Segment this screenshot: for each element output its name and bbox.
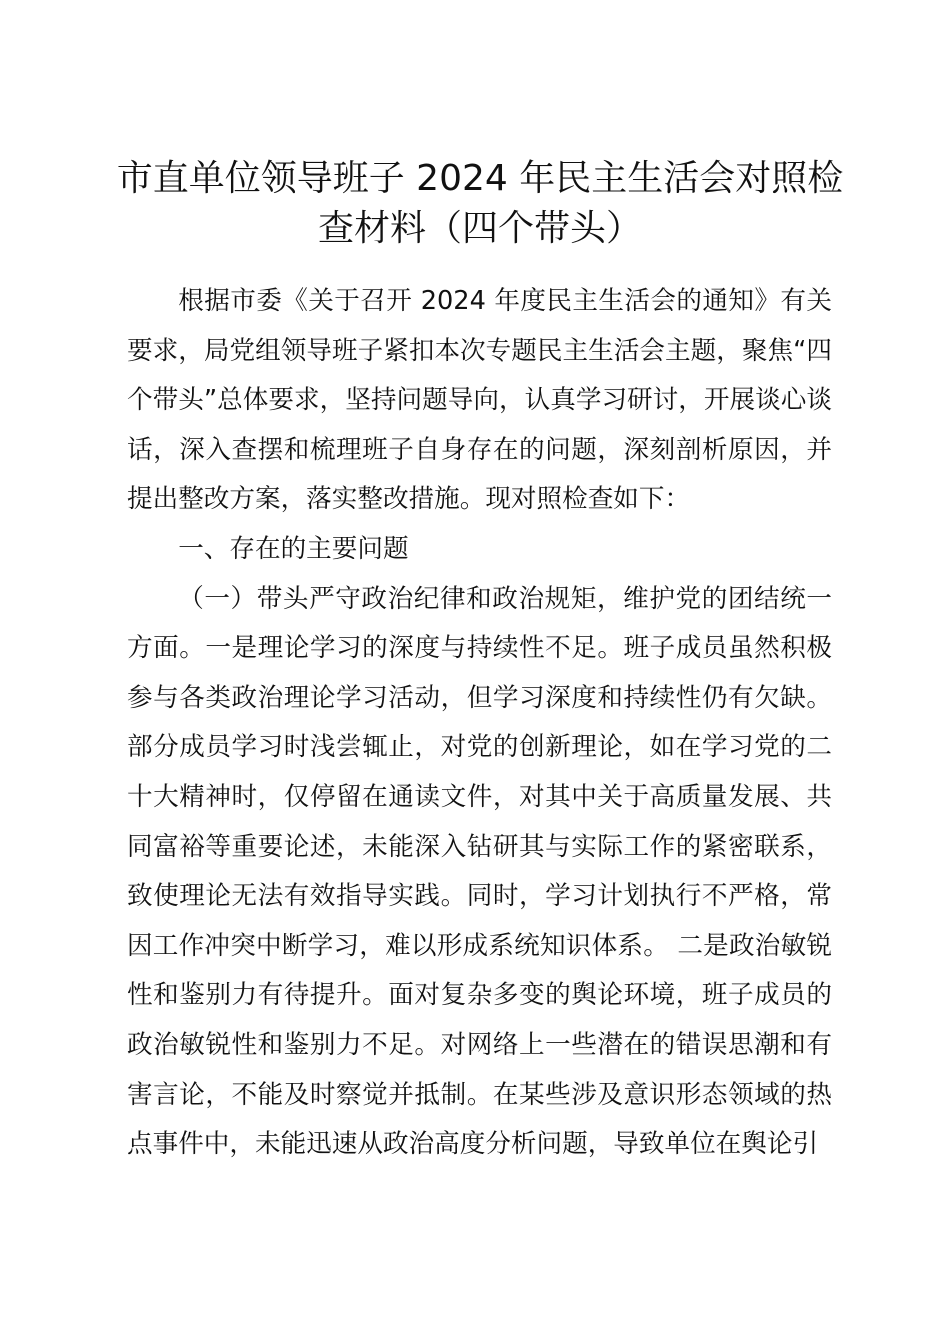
document-title: 市直单位领导班子 2024 年民主生活会对照检查材料（四个带头） — [116, 158, 844, 249]
section-paragraph: （一）带头严守政治纪律和政治规矩，维护党的团结统一方面。一是理论学习的深度与持续性不足。班子成员虽然积极参与各类政治理论学习活动，但学习深度和持续性仍有欠缺。部分成员学习时浅尝辄止，对党的创新理论，如在学习党的二十大精神时，仅停留在通读文件，对其中关于高质量发展、共同富裕等重要论述，未能深入钻研其与实际工作的紧密联系，致使理论无法有效指导实践。同时，学习计划执行不严格，常因工作冲突中断学习，难以形成系统知识体系。 二是政治敏锐性和鉴别力有待提升。面对复杂多变的舆论环境，班子成员的政治敏锐性和鉴别力不足。对网络上一些潜在的错误思潮和有害言论，不能及时察觉并抵制。在某些涉及意识形态领域的热点事件中，未能迅速从政治高度分析问题，导致单位在舆论引 — [127, 583, 832, 1160]
document-body — [127, 277, 832, 1170]
intro-paragraph: 根据市委《关于召开 2024 年度民主生活会的通知》有关要求，局党组领导班子紧扣本次专题民主生活会主题，聚焦“四个带头”总体要求，坚持问题导向，认真学习研讨，开展谈心谈话，深入查摆和梳理班子自身存在的问题，深刻剖析原因，并提出整改方案，落实整改措施。现对照检查如下： — [127, 286, 832, 515]
section-heading: 一、存在的主要问题 — [178, 533, 409, 564]
